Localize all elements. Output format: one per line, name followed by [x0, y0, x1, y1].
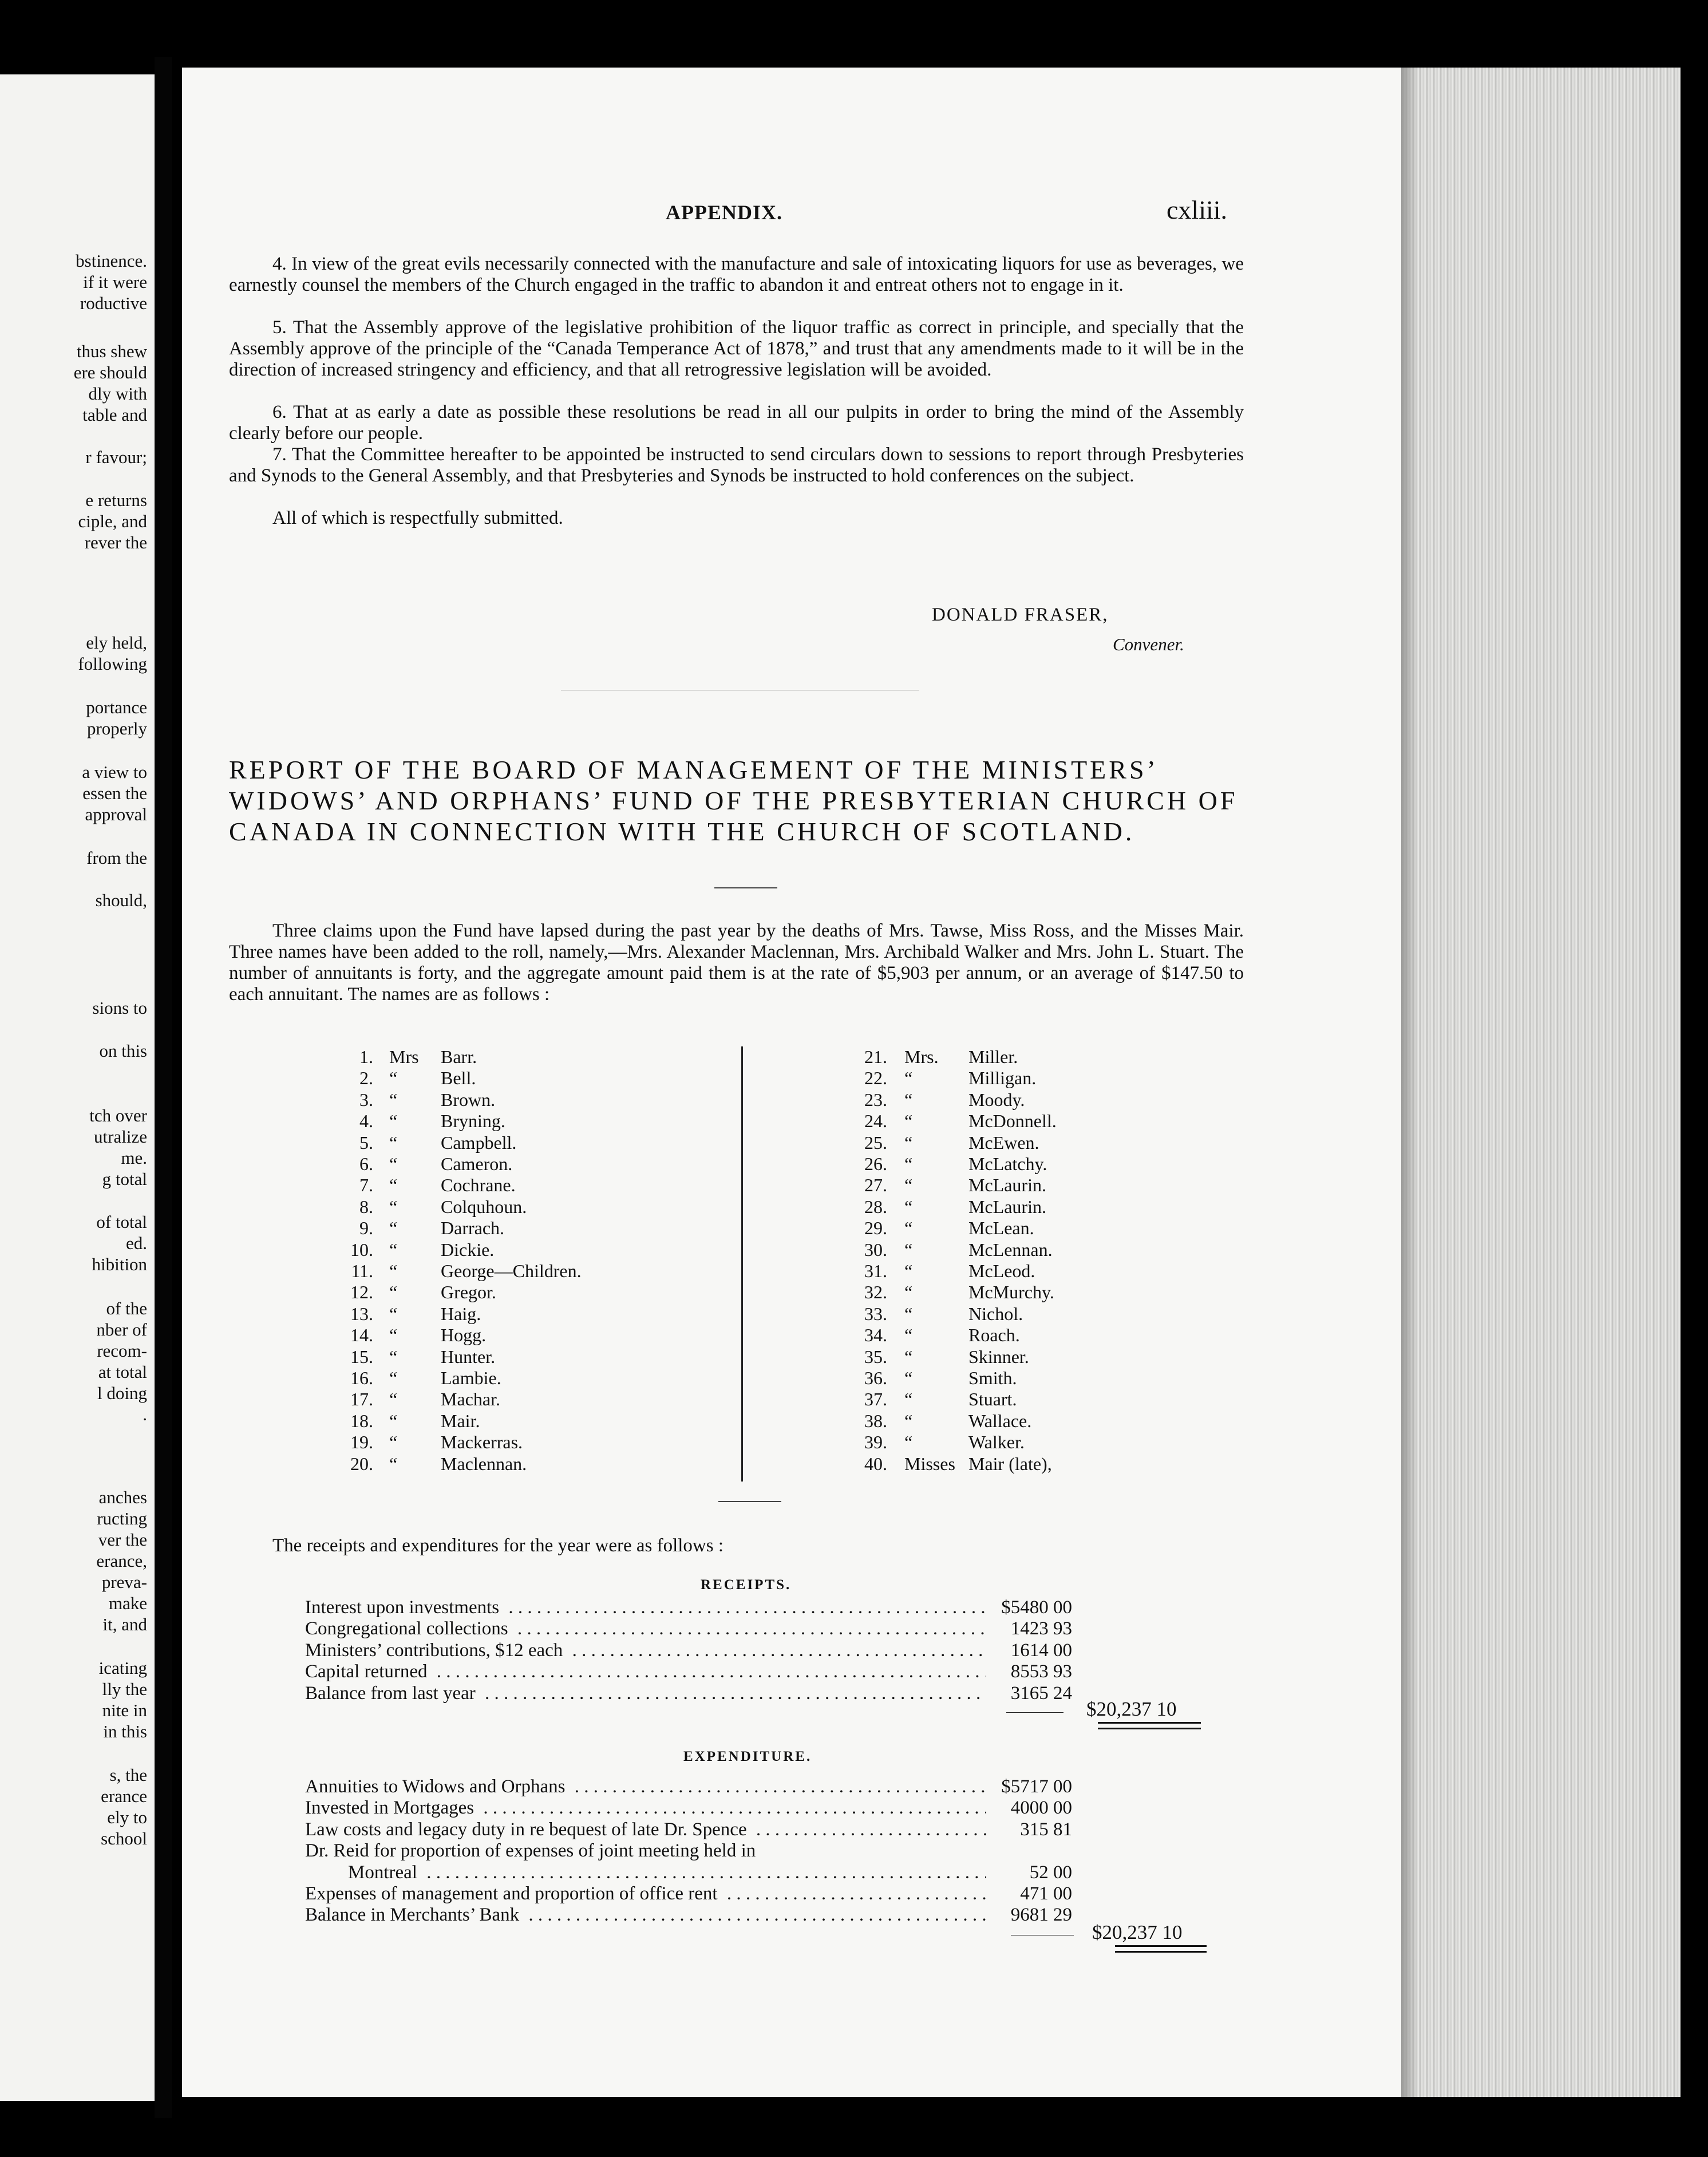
facing-page-line: in this: [103, 1721, 147, 1741]
book-spine: [155, 57, 172, 2118]
facing-page-line: it, and: [102, 1614, 147, 1634]
facing-page-line: ciple, and: [78, 511, 147, 531]
finance-amount: 9681 29: [989, 1905, 1072, 1926]
annuitant-name: Roach.: [968, 1325, 1020, 1346]
submission-line: All of which is respectfully submitted.: [272, 508, 563, 528]
annuitant-number: 20.: [350, 1453, 373, 1474]
facing-page-line: e returns: [85, 490, 147, 510]
finance-row: [305, 1797, 1072, 1819]
finance-label: Montreal: [348, 1862, 422, 1883]
annuitant-name: Miller.: [968, 1046, 1018, 1067]
annuitant-number: 5.: [359, 1132, 373, 1153]
expenditure-total-underline: [1115, 1945, 1207, 1953]
annuitant-name: Mair (late),: [968, 1453, 1052, 1474]
annuitant-name: McLatchy.: [968, 1153, 1047, 1174]
facing-page-line: thus shew: [76, 341, 147, 361]
annuitant-name: Lambie.: [441, 1368, 501, 1388]
annuitant-number: 31.: [864, 1261, 887, 1281]
facing-page-line: utralize: [94, 1127, 147, 1147]
annuitant-number: 21.: [864, 1046, 887, 1067]
resolution-6: 6. That at as early a date as possible these resolutions be read in all our pulpits in order to bring the mind of the Assembly clearly before our people.: [229, 402, 1244, 444]
annuitant-prefix: “: [904, 1239, 913, 1260]
annuitant-prefix: “: [904, 1389, 913, 1410]
page-edges: [1401, 68, 1681, 2097]
running-head: APPENDIX.: [666, 201, 782, 224]
finance-label: Law costs and legacy duty in re bequest of late Dr. Spence: [305, 1819, 752, 1840]
document-page: [182, 68, 1401, 2097]
annuitant-prefix: “: [904, 1196, 913, 1217]
annuitant-prefix: “: [389, 1368, 398, 1388]
annuitant-prefix: “: [389, 1303, 398, 1324]
facing-page-line: table and: [82, 405, 147, 425]
annuitant-prefix: “: [904, 1153, 913, 1174]
annuitant-name: Nichol.: [968, 1303, 1023, 1324]
facing-page-line: roductive: [80, 293, 147, 313]
annuitant-number: 9.: [359, 1218, 373, 1239]
facing-page-line: lly the: [102, 1679, 147, 1699]
finance-label: Balance from last year: [305, 1683, 480, 1704]
finance-label: Ministers’ contributions, $12 each: [305, 1640, 567, 1661]
annuitant-name: Barr.: [441, 1046, 477, 1067]
annuitant-prefix: “: [389, 1111, 398, 1132]
annuitant-name: Brown.: [441, 1089, 496, 1110]
facing-page-fragment: [0, 74, 163, 2101]
facing-page-line: preva-: [101, 1572, 147, 1592]
annuitant-name: Hunter.: [441, 1346, 496, 1367]
annuitant-number: 4.: [359, 1111, 373, 1132]
finance-label: Dr. Reid for proportion of expenses of joint meeting held in: [305, 1840, 760, 1861]
facing-page-line: s, the: [109, 1765, 147, 1785]
annuitant-name: McLaurin.: [968, 1196, 1046, 1217]
facing-page-line: ver the: [98, 1530, 147, 1550]
page-edge-shadow: [1401, 68, 1418, 2097]
annuitant-prefix: “: [389, 1453, 398, 1474]
receipts-total: $20,237 10: [1086, 1698, 1177, 1720]
finance-intro: The receipts and expenditures for the year were as follows :: [272, 1535, 724, 1556]
finance-label: Congregational collections: [305, 1618, 513, 1639]
finance-label: Annuities to Widows and Orphans: [305, 1776, 570, 1797]
annuitant-prefix: “: [389, 1282, 398, 1303]
annuitant-prefix: “: [389, 1410, 398, 1431]
annuitant-number: 13.: [350, 1303, 373, 1324]
finance-row: [305, 1640, 1072, 1661]
annuitant-name: Maclennan.: [441, 1453, 527, 1474]
annuitant-name: McLean.: [968, 1218, 1034, 1239]
annuitant-number: 8.: [359, 1196, 373, 1217]
annuitant-number: 3.: [359, 1089, 373, 1110]
annuitant-name: Hogg.: [441, 1325, 487, 1346]
annuitant-name: McLaurin.: [968, 1175, 1046, 1196]
annuitant-number: 15.: [350, 1346, 373, 1367]
facing-page-line: of total: [96, 1212, 147, 1232]
annuitant-name: Campbell.: [441, 1132, 517, 1153]
facing-page-line: anches: [98, 1487, 147, 1507]
annuitant-prefix: “: [904, 1089, 913, 1110]
annuitant-prefix: “: [389, 1325, 398, 1346]
annuitant-name: Moody.: [968, 1089, 1025, 1110]
finance-row: [305, 1683, 1072, 1704]
facing-page-line: ely to: [107, 1807, 147, 1827]
facing-page-line: ere should: [73, 362, 147, 382]
finance-label: Capital returned: [305, 1661, 432, 1682]
finance-row: [305, 1597, 1072, 1618]
annuitant-number: 36.: [864, 1368, 887, 1388]
annuitant-prefix: “: [389, 1196, 398, 1217]
annuitant-name: Bryning.: [441, 1111, 505, 1132]
facing-page-line: should,: [95, 890, 147, 910]
annuitant-prefix: “: [389, 1346, 398, 1367]
finance-amount: 8553 93: [989, 1661, 1072, 1682]
annuitant-prefix: “: [904, 1068, 913, 1089]
facing-page-line: following: [78, 654, 147, 674]
finance-amount: 3165 24: [989, 1683, 1072, 1704]
finance-amount: 1614 00: [989, 1640, 1072, 1661]
annuitant-name: Cochrane.: [441, 1175, 516, 1196]
annuitant-name: Haig.: [441, 1303, 481, 1324]
annuitant-name: Dickie.: [441, 1239, 495, 1260]
annuitant-number: 29.: [864, 1218, 887, 1239]
annuitant-name: Gregor.: [441, 1282, 496, 1303]
facing-page-line: tch over: [89, 1105, 147, 1125]
finance-amount: 52 00: [989, 1862, 1072, 1883]
finance-label: Invested in Mortgages: [305, 1797, 479, 1818]
expenditure-heading: EXPENDITURE.: [683, 1749, 812, 1764]
annuitant-prefix: “: [904, 1303, 913, 1324]
finance-row: [305, 1776, 1072, 1797]
annuitant-name: McLennan.: [968, 1239, 1053, 1260]
annuitant-prefix: “: [389, 1218, 398, 1239]
finance-row: [305, 1883, 1072, 1905]
annuitant-name: Cameron.: [441, 1153, 513, 1174]
annuitant-prefix: “: [904, 1132, 913, 1153]
finance-amount: 4000 00: [989, 1797, 1072, 1819]
facing-page-line: .: [143, 1404, 147, 1424]
annuitant-number: 33.: [864, 1303, 887, 1324]
annuitant-number: 25.: [864, 1132, 887, 1153]
annuitant-prefix: “: [904, 1111, 913, 1132]
annuitant-prefix: “: [389, 1089, 398, 1110]
annuitant-prefix: “: [904, 1175, 913, 1196]
annuitant-prefix: “: [904, 1325, 913, 1346]
finance-row: [305, 1905, 1072, 1926]
annuitant-number: 32.: [864, 1282, 887, 1303]
facing-page-line: l doing: [97, 1383, 147, 1403]
annuitant-number: 6.: [359, 1153, 373, 1174]
finance-amount: 315 81: [989, 1819, 1072, 1840]
facing-page-line: r favour;: [85, 447, 147, 467]
resolution-4: 4. In view of the great evils necessarily connected with the manufacture and sale of intoxicating liquors for use as beverages, we earnestly counsel the members of the Church engaged in the traffic to abandon it and entreat others not to engage in it.: [229, 254, 1244, 295]
annuitant-number: 2.: [359, 1068, 373, 1089]
facing-page-line: from the: [86, 848, 147, 868]
column-divider: [741, 1046, 743, 1482]
facing-page-line: at total: [98, 1362, 147, 1382]
receipts-heading: RECEIPTS.: [701, 1577, 792, 1593]
page-number: cxliii.: [1167, 195, 1228, 224]
facing-page-line: of the: [106, 1298, 147, 1318]
annuitant-name: Walker.: [968, 1432, 1025, 1453]
annuitant-number: 30.: [864, 1239, 887, 1260]
report-title: REPORT OF THE BOARD OF MANAGEMENT OF THE MINISTERS’ WIDOWS’ AND ORPHANS’ FUND OF THE PRESBYTERIAN CHURCH OF CANADA IN CONNECTION WITH THE CHURCH OF SCOTLAND.: [229, 755, 1238, 846]
annuitant-number: 24.: [864, 1111, 887, 1132]
annuitant-prefix: “: [389, 1175, 398, 1196]
annuitant-number: 14.: [350, 1325, 373, 1346]
signature-name: DONALD FRASER,: [932, 605, 1109, 625]
finance-row: [305, 1819, 1072, 1840]
finance-amount: $5480 00: [989, 1597, 1072, 1618]
finance-row: [305, 1618, 1072, 1640]
annuitant-prefix: “: [389, 1068, 398, 1089]
annuitant-number: 39.: [864, 1432, 887, 1453]
annuitant-prefix: “: [389, 1389, 398, 1410]
facing-page-line: on this: [99, 1041, 147, 1061]
annuitant-number: 34.: [864, 1325, 887, 1346]
annuitant-number: 28.: [864, 1196, 887, 1217]
annuitant-name: Colquhoun.: [441, 1196, 527, 1217]
annuitant-name: McMurchy.: [968, 1282, 1054, 1303]
facing-page-line: ed.: [125, 1233, 147, 1253]
annuitant-number: 1.: [359, 1046, 373, 1067]
annuitant-prefix: Misses: [904, 1453, 955, 1474]
facing-page-line: bstinence.: [76, 251, 147, 271]
annuitant-prefix: “: [904, 1432, 913, 1453]
facing-page-line: ely held,: [86, 633, 147, 653]
finance-label: Expenses of management and proportion of office rent: [305, 1883, 722, 1904]
annuitant-name: George—Children.: [441, 1261, 582, 1281]
receipts-total-underline: [1098, 1722, 1201, 1729]
facing-page-line: a view to: [82, 762, 147, 782]
finance-amount: 471 00: [989, 1883, 1072, 1905]
finance-label: Interest upon investments: [305, 1597, 504, 1618]
annuitant-name: Smith.: [968, 1368, 1017, 1388]
annuitant-number: 22.: [864, 1068, 887, 1089]
facing-page-line: icating: [98, 1658, 147, 1678]
report-intro: Three claims upon the Fund have lapsed during the past year by the deaths of Mrs. Tawse, Miss Ross, and the Misses Mair. Three names have been added to the roll, namely,—Mrs. Alexander Maclennan, Mrs. Archibald Walker and Mrs. John L. Stuart. The number of annuitants is forty, and the aggregate amount paid them is at the rate of $5,903 per annum, or an average of $147.50 to each annuitant. The names are as follows :: [229, 921, 1244, 1005]
annuitant-number: 35.: [864, 1346, 887, 1367]
annuitant-number: 37.: [864, 1389, 887, 1410]
resolution-7: 7. That the Committee hereafter to be appointed be instructed to send circulars down to sessions to report through Presbyteries and Synods to the General Assembly, and that Presbyteries and Synods be instructed to hold conferences on the subject.: [229, 444, 1244, 486]
annuitant-prefix: “: [904, 1368, 913, 1388]
title-rule: [714, 887, 777, 888]
annuitant-prefix: Mrs.: [904, 1046, 939, 1067]
annuitant-number: 10.: [350, 1239, 373, 1260]
annuitant-name: Milligan.: [968, 1068, 1037, 1089]
facing-page-line: hibition: [92, 1254, 147, 1274]
receipts-sum-rule: [1006, 1712, 1063, 1713]
annuitant-number: 23.: [864, 1089, 887, 1110]
annuitant-number: 12.: [350, 1282, 373, 1303]
annuitant-name: Wallace.: [968, 1410, 1032, 1431]
finance-row: [305, 1840, 1072, 1862]
facing-page-line: dly with: [88, 384, 147, 404]
facing-page-line: g total: [102, 1169, 147, 1189]
finance-row: [305, 1661, 1072, 1682]
annuitant-prefix: “: [389, 1239, 398, 1260]
annuitant-number: 38.: [864, 1410, 887, 1431]
facing-page-line: approval: [85, 804, 147, 824]
signature-role: Convener.: [1113, 634, 1184, 654]
finance-amount: $5717 00: [989, 1776, 1072, 1797]
facing-page-line: ructing: [97, 1508, 147, 1528]
annuitant-name: McEwen.: [968, 1132, 1039, 1153]
facing-page-line: erance,: [96, 1551, 147, 1571]
facing-page-line: portance: [86, 697, 147, 717]
annuitant-name: Bell.: [441, 1068, 476, 1089]
annuitant-prefix: “: [904, 1282, 913, 1303]
facing-page-line: nite in: [102, 1700, 147, 1720]
annuitant-prefix: “: [389, 1432, 398, 1453]
finance-amount: 1423 93: [989, 1618, 1072, 1640]
annuitant-number: 11.: [351, 1261, 373, 1281]
facing-page-line: recom-: [97, 1341, 147, 1361]
facing-page-line: make: [108, 1593, 147, 1613]
finance-row: [348, 1862, 1072, 1883]
annuitant-name: Mair.: [441, 1410, 480, 1431]
facing-page-line: rever the: [84, 532, 147, 552]
annuitant-name: Mackerras.: [441, 1432, 523, 1453]
annuitant-name: Skinner.: [968, 1346, 1029, 1367]
list-end-rule: [718, 1501, 781, 1502]
facing-page-line: erance: [101, 1786, 147, 1806]
annuitant-prefix: “: [904, 1410, 913, 1431]
annuitant-name: Darrach.: [441, 1218, 505, 1239]
annuitant-number: 40.: [864, 1453, 887, 1474]
annuitant-prefix: “: [904, 1346, 913, 1367]
annuitant-number: 27.: [864, 1175, 887, 1196]
facing-page-line: school: [101, 1828, 147, 1848]
annuitant-prefix: “: [389, 1132, 398, 1153]
annuitant-prefix: “: [389, 1261, 398, 1281]
finance-label: Balance in Merchants’ Bank: [305, 1905, 524, 1925]
facing-page-line: sions to: [92, 998, 147, 1018]
annuitant-prefix: “: [904, 1218, 913, 1239]
annuitant-number: 26.: [864, 1153, 887, 1174]
annuitant-prefix: Mrs: [389, 1046, 419, 1067]
annuitant-number: 7.: [359, 1175, 373, 1196]
annuitant-prefix: “: [389, 1153, 398, 1174]
resolution-5: 5. That the Assembly approve of the legislative prohibition of the liquor traffic as correct in principle, and specially that the Assembly approve of the principle of the “Canada Temperance Act of 1878,” and trust that any amendments made to it will be in the direction of increased stringency and efficiency, and that all retrogressive legislation will be avoided.: [229, 317, 1244, 380]
annuitant-name: McDonnell.: [968, 1111, 1057, 1132]
facing-page-line: essen the: [82, 783, 147, 803]
annuitant-name: Stuart.: [968, 1389, 1017, 1410]
annuitant-number: 16.: [350, 1368, 373, 1388]
facing-page-line: properly: [86, 718, 147, 738]
facing-page-line: if it were: [83, 272, 147, 292]
annuitant-prefix: “: [904, 1261, 913, 1281]
annuitant-number: 18.: [350, 1410, 373, 1431]
facing-page-line: me.: [121, 1148, 147, 1168]
annuitant-name: McLeod.: [968, 1261, 1035, 1281]
annuitant-name: Machar.: [441, 1389, 500, 1410]
annuitant-number: 19.: [350, 1432, 373, 1453]
facing-page-line: nber of: [96, 1320, 147, 1340]
expenditure-total: $20,237 10: [1092, 1921, 1183, 1943]
annuitant-number: 17.: [350, 1389, 373, 1410]
